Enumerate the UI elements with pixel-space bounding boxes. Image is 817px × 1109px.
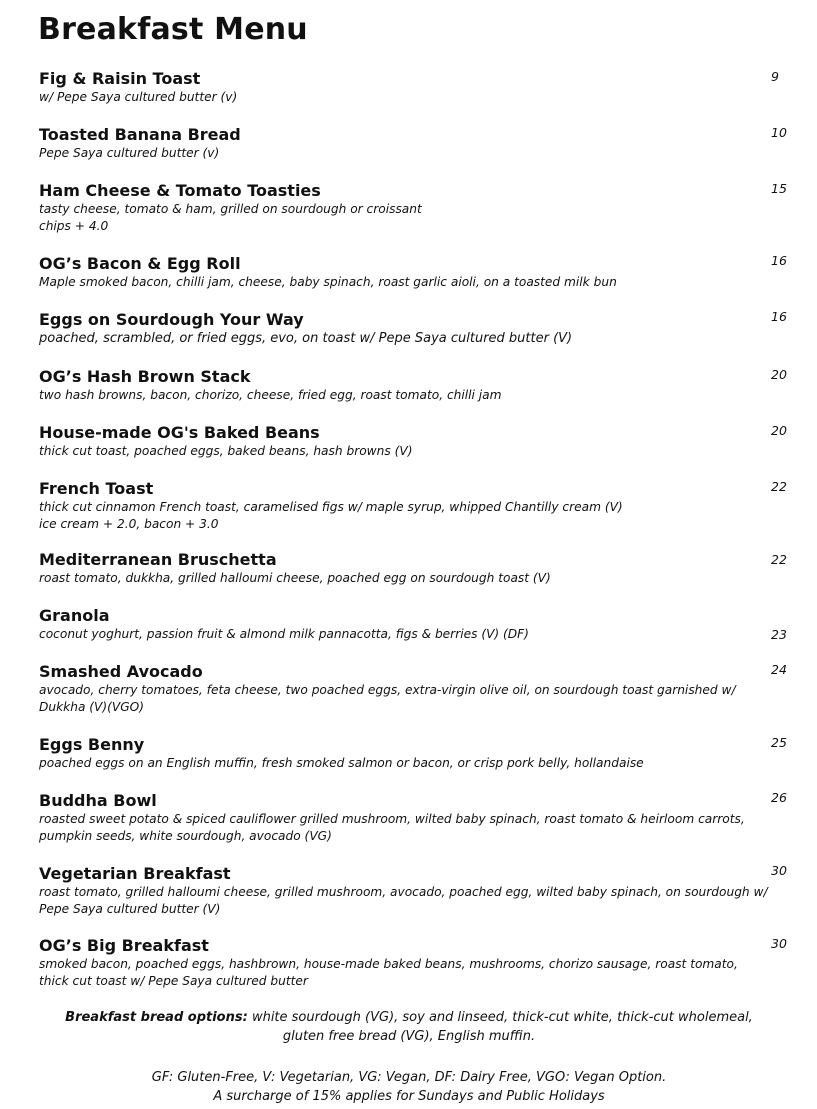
item-price: 16 xyxy=(771,309,787,324)
item-price: 22 xyxy=(771,479,787,494)
bread-options-note xyxy=(40,1008,778,1046)
menu-item-baked-beans xyxy=(39,423,789,460)
item-name: Eggs on Sourdough Your Way xyxy=(39,310,304,329)
item-name: Fig & Raisin Toast xyxy=(39,69,201,88)
item-description: tasty cheese, tomato & ham, grilled on sourdough or croissant xyxy=(39,202,422,216)
item-name: Eggs Benny xyxy=(39,735,145,754)
item-price: 25 xyxy=(771,735,787,750)
item-description-continued: thick cut toast w/ Pepe Saya cultured butter xyxy=(39,974,308,988)
menu-item-vegetarian-breakfast xyxy=(39,864,789,918)
item-name: French Toast xyxy=(39,479,154,498)
item-extra: chips + 4.0 xyxy=(39,219,109,233)
item-price: 26 xyxy=(771,790,787,805)
item-price: 16 xyxy=(771,253,787,268)
page-title: Breakfast Menu xyxy=(38,12,308,47)
bread-options-line-2: gluten free bread (VG), English muffin. xyxy=(282,1029,536,1044)
item-price: 23 xyxy=(771,627,787,642)
item-price: 15 xyxy=(771,181,787,196)
item-description: avocado, cherry tomatoes, feta cheese, two poached eggs, extra-virgin olive oil, on sourdough toast garnished w/ xyxy=(39,683,736,697)
item-name: Toasted Banana Bread xyxy=(39,125,241,144)
item-price: 30 xyxy=(771,936,787,951)
item-price: 10 xyxy=(771,125,787,140)
menu-item-toasted-banana-bread xyxy=(39,125,789,162)
item-name: House-made OG's Baked Beans xyxy=(39,423,320,442)
menu-item-fig-raisin-toast xyxy=(39,69,789,106)
item-description-continued: Dukkha (V)(VGO) xyxy=(39,700,145,714)
item-description-continued: Pepe Saya cultured butter (V) xyxy=(39,902,221,916)
item-description: coconut yoghurt, passion fruit & almond milk pannacotta, figs & berries (V) (DF) xyxy=(39,627,529,641)
item-name: OG’s Hash Brown Stack xyxy=(39,367,251,386)
menu-item-big-breakfast xyxy=(39,936,789,990)
item-price: 30 xyxy=(771,863,787,878)
item-description: two hash browns, bacon, chorizo, cheese, fried egg, roast tomato, chilli jam xyxy=(39,388,502,402)
bread-options-list: white sourdough (VG), soy and linseed, thick-cut white, thick-cut wholemeal, xyxy=(247,1010,753,1025)
item-description: thick cut toast, poached eggs, baked beans, hash browns (V) xyxy=(39,444,413,458)
item-name: OG’s Bacon & Egg Roll xyxy=(39,254,241,273)
item-description: poached, scrambled, or fried eggs, evo, on toast w/ Pepe Saya cultured butter (V) xyxy=(39,331,573,346)
menu-item-french-toast xyxy=(39,479,789,533)
item-description: smoked bacon, poached eggs, hashbrown, house-made baked beans, mushrooms, chorizo sausage, roast tomato, xyxy=(39,957,738,971)
menu-item-ham-cheese-tomato-toasties xyxy=(39,181,789,235)
item-price: 24 xyxy=(771,662,787,677)
item-name: Smashed Avocado xyxy=(39,662,203,681)
dietary-legend: GF: Gluten-Free, V: Vegetarian, VG: Vegan, DF: Dairy Free, VGO: Vegan Option. xyxy=(151,1070,667,1085)
item-extra: ice cream + 2.0, bacon + 3.0 xyxy=(39,517,219,531)
item-description: roasted sweet potato & spiced cauliflower grilled mushroom, wilted baby spinach, roast tomato & heirloom carrots, xyxy=(39,812,745,826)
item-description: Maple smoked bacon, chilli jam, cheese, baby spinach, roast garlic aioli, on a toasted milk bun xyxy=(39,275,617,289)
menu-item-buddha-bowl xyxy=(39,791,789,845)
menu-item-granola xyxy=(39,606,789,643)
menu-item-eggs-benny xyxy=(39,735,789,772)
menu-item-hash-brown-stack xyxy=(39,367,789,404)
item-name: Granola xyxy=(39,606,110,625)
item-name: Buddha Bowl xyxy=(39,791,157,810)
menu-item-eggs-on-sourdough xyxy=(39,310,789,347)
item-name: Vegetarian Breakfast xyxy=(39,864,231,883)
menu-item-mediterranean-bruschetta xyxy=(39,550,789,587)
item-description: roast tomato, grilled halloumi cheese, grilled mushroom, avocado, poached egg, wilted baby spinach, on sourdough w/ xyxy=(39,885,768,899)
item-name: OG’s Big Breakfast xyxy=(39,936,209,955)
item-description: w/ Pepe Saya cultured butter (v) xyxy=(39,90,238,104)
dietary-legend-footnote xyxy=(40,1068,778,1106)
item-description: roast tomato, dukkha, grilled halloumi cheese, poached egg on sourdough toast (V) xyxy=(39,571,551,585)
item-price: 9 xyxy=(771,69,779,84)
item-price: 20 xyxy=(771,367,787,382)
item-description: thick cut cinnamon French toast, caramelised figs w/ maple syrup, whipped Chantilly cream (V) xyxy=(39,500,623,514)
bread-options-line-1 xyxy=(40,1008,778,1027)
item-price: 20 xyxy=(771,423,787,438)
item-description: Pepe Saya cultured butter (v) xyxy=(39,146,220,160)
surcharge-note: A surcharge of 15% applies for Sundays and Public Holidays xyxy=(213,1089,605,1104)
bread-options-label: Breakfast bread options: xyxy=(65,1010,248,1025)
item-price: 22 xyxy=(771,552,787,567)
item-name: Ham Cheese & Tomato Toasties xyxy=(39,181,321,200)
item-description-continued: pumpkin seeds, white sourdough, avocado (VG) xyxy=(39,829,332,843)
item-description: poached eggs on an English muffin, fresh smoked salmon or bacon, or crisp pork belly, hollandaise xyxy=(39,756,644,770)
item-name: Mediterranean Bruschetta xyxy=(39,550,277,569)
menu-item-smashed-avocado xyxy=(39,662,789,716)
menu-item-bacon-egg-roll xyxy=(39,254,789,291)
